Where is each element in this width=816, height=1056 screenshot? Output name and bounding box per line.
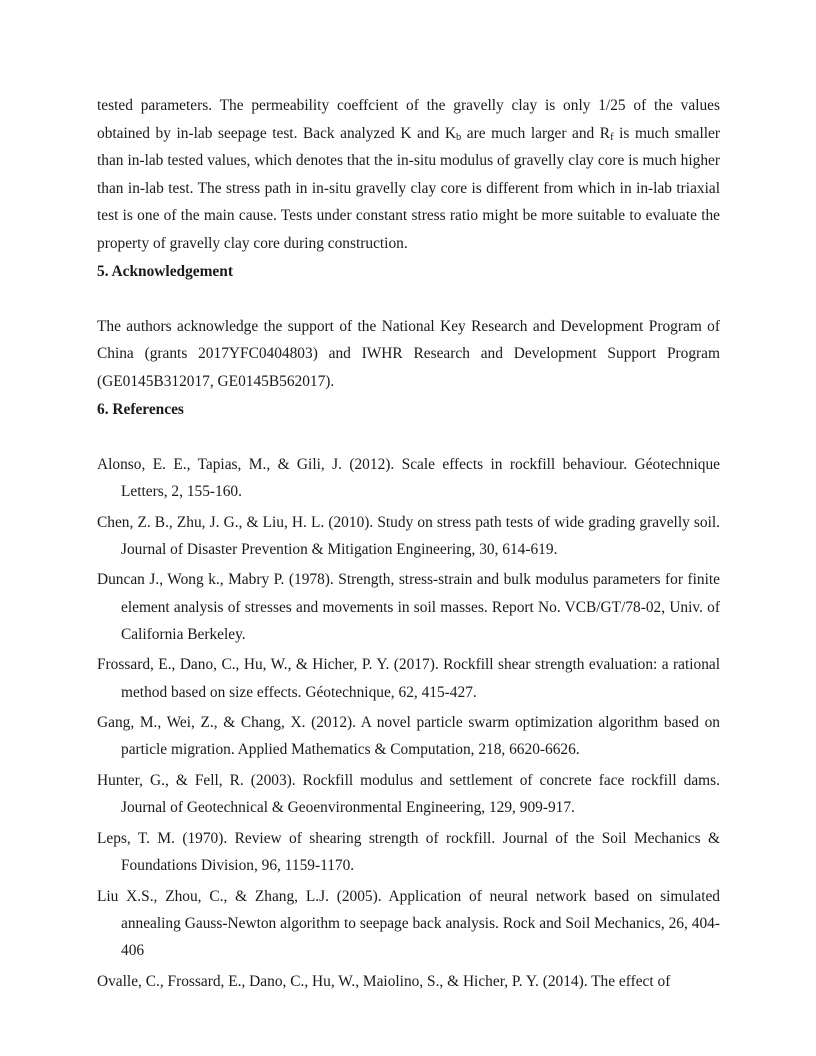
subscript-b: b: [455, 131, 462, 143]
references-heading: 6. References: [97, 400, 184, 418]
reference-item: Liu X.S., Zhou, C., & Zhang, L.J. (2005). Application of neural network based on simulated annealing Gauss-Newton algorithm to seepage back analysis. Rock and Soil Mechanics, 26, 404-406: [97, 887, 720, 959]
conclusion-text-3: is much smaller than in-lab tested values, which denotes that the in-situ modulus of gravelly clay core is much higher than in-lab test. The stress path in in-situ gravelly clay core is different from which in in-lab triaxial test is one of the main cause. Tests under constant stress ratio might be more suitable to evaluate the property of gravelly clay core during construction.: [97, 124, 721, 252]
spacer: [97, 423, 720, 451]
reference-item: Ovalle, C., Frossard, E., Dano, C., Hu, W., Maiolino, S., & Hicher, P. Y. (2014). The effect of: [97, 972, 671, 990]
reference-item: Leps, T. M. (1970). Review of shearing strength of rockfill. Journal of the Soil Mechanics & Foundations Division, 96, 1159-1170.: [97, 829, 720, 874]
reference-item: Duncan J., Wong k., Mabry P. (1978). Strength, stress-strain and bulk modulus parameters for finite element analysis of stresses and movements in soil masses. Report No. VCB/GT/78-02, Univ. of California Berkeley.: [97, 571, 720, 643]
conclusion-paragraph: [97, 92, 720, 258]
reference-list: [97, 451, 720, 995]
reference-item: Gang, M., Wei, Z., & Chang, X. (2012). A novel particle swarm optimization algorithm based on particle migration. Applied Mathematics & Computation, 218, 6620-6626.: [97, 714, 720, 759]
acknowledgement-text: The authors acknowledge the support of the National Key Research and Development Program of China (grants 2017YFC0404803) and IWHR Research and Development Support Program (GE0145B312017, GE0145B562017).: [97, 317, 720, 390]
reference-item: Chen, Z. B., Zhu, J. G., & Liu, H. L. (2010). Study on stress path tests of wide grading gravelly soil. Journal of Disaster Prevention & Mitigation Engineering, 30, 614-619.: [97, 513, 720, 558]
subscript-f: f: [610, 131, 614, 143]
reference-item: Frossard, E., Dano, C., Hu, W., & Hicher, P. Y. (2017). Rockfill shear strength evaluation: a rational method based on size effects. Géotechnique, 62, 415-427.: [97, 656, 720, 701]
conclusion-text-1: tested parameters. The permeability coeffcient of the gravelly clay is only 1/25 of the values obtained by in-lab seepage test. Back analyzed K and K: [97, 97, 720, 142]
reference-item: Alonso, E. E., Tapias, M., & Gili, J. (2012). Scale effects in rockfill behaviour. Géotechnique Letters, 2, 155-160.: [97, 455, 720, 500]
reference-item: Hunter, G., & Fell, R. (2003). Rockfill modulus and settlement of concrete face rockfill dams. Journal of Geotechnical & Geoenvironmental Engineering, 129, 909-917.: [97, 771, 720, 817]
acknowledgement-heading: 5. Acknowledgement: [97, 262, 233, 280]
page-content: [97, 92, 720, 998]
conclusion-text-2: are much larger and R: [461, 124, 611, 142]
spacer: [97, 285, 720, 313]
